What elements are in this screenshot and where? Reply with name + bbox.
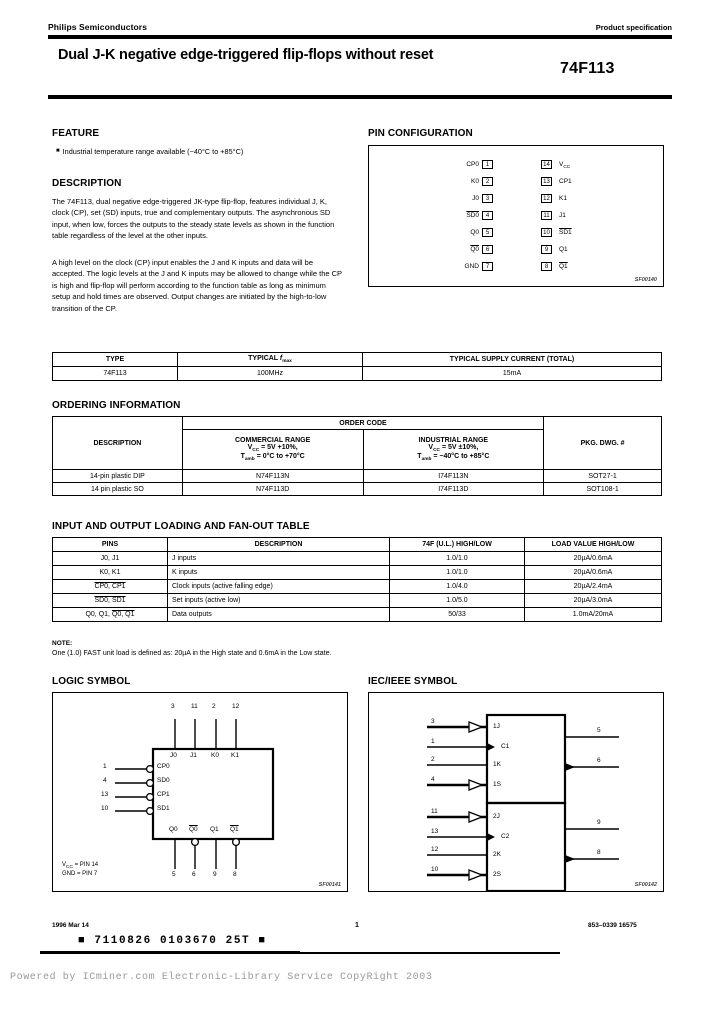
pin-label-q1-bar: Q1 bbox=[559, 263, 568, 270]
cell-desc: Clock inputs (active falling edge) bbox=[168, 580, 390, 594]
logic-left-label-sd0: SD0 bbox=[157, 777, 170, 784]
cell-desc: Data outputs bbox=[168, 608, 390, 622]
table-header-row bbox=[53, 538, 662, 552]
col-type: TYPE bbox=[53, 353, 178, 367]
cell-load: 20µA/2.4mA bbox=[525, 580, 662, 594]
iec-label-1j: 1J bbox=[493, 723, 500, 730]
feature-heading: FEATURE bbox=[52, 128, 100, 139]
logic-bottom-label-q0-bar: Q0 bbox=[189, 826, 198, 833]
iec-input-num-11: 11 bbox=[431, 808, 438, 815]
iec-input-num-2: 2 bbox=[431, 756, 435, 763]
logic-left-label-cp0: CP0 bbox=[157, 763, 170, 770]
barcode-digits: 7110826 0103670 25T bbox=[94, 935, 251, 947]
cell-pins: J0, J1 bbox=[53, 552, 168, 566]
note-text: One (1.0) FAST unit load is defined as: 20µA in the High state and 0.6mA in the Low state. bbox=[52, 650, 332, 657]
pin-number-13: 13 bbox=[541, 177, 552, 186]
pin-number-6: 6 bbox=[482, 245, 493, 254]
table-row bbox=[53, 470, 662, 483]
pin-label-vcc: $V_{CC}$ bbox=[559, 161, 571, 170]
footer-date: 1996 Mar 14 bbox=[52, 922, 89, 929]
iec-output-num-5: 5 bbox=[597, 727, 601, 734]
logic-bottom-num-1: 5 bbox=[172, 871, 176, 878]
iec-symbol-heading: IEC/IEEE SYMBOL bbox=[368, 676, 458, 687]
description-paragraph-1: The 74F113, dual negative edge-triggered JK-type flip-flop, features individual J, K, clock (CP), set (SD) inputs, true and complementary outputs. The asynchronous SD input, when low, forces the outputs to the steady state levels as shown in the function table regardless of the level at the other inputs. bbox=[52, 197, 335, 241]
pin-number-7: 7 bbox=[482, 262, 493, 271]
cell-load: 1.0mA/20mA bbox=[525, 608, 662, 622]
iec-label-2k: 2K bbox=[493, 851, 501, 858]
logic-left-num-4: 10 bbox=[101, 805, 109, 812]
pin-label-cp1: CP1 bbox=[559, 178, 572, 185]
commercial-line1: COMMERCIAL RANGE bbox=[234, 437, 311, 444]
pin-label-j0: J0 bbox=[472, 195, 479, 202]
col-description: DESCRIPTION bbox=[53, 417, 183, 470]
pin-number-14: 14 bbox=[541, 160, 552, 169]
table-row bbox=[53, 594, 662, 608]
logic-top-label-j1: J1 bbox=[190, 752, 197, 759]
table-row bbox=[53, 552, 662, 566]
logic-left-label-cp1: CP1 bbox=[157, 791, 170, 798]
cell-type: 74F113 bbox=[53, 367, 178, 381]
logic-bottom-num-4: 8 bbox=[233, 871, 237, 878]
logic-bottom-label-q1: Q1 bbox=[210, 826, 219, 833]
pin-number-4: 4 bbox=[482, 211, 493, 220]
cell-ul: 1.0/1.0 bbox=[390, 566, 525, 580]
pin-number-8: 8 bbox=[541, 262, 552, 271]
ordering-heading: ORDERING INFORMATION bbox=[52, 400, 181, 411]
cell-fmax: 100MHz bbox=[178, 367, 363, 381]
cell-desc: J inputs bbox=[168, 552, 390, 566]
pin-label-q1: Q1 bbox=[559, 246, 568, 253]
col-pins: PINS bbox=[53, 538, 168, 552]
cell-ul: 1.0/1.0 bbox=[390, 552, 525, 566]
logic-symbol-drawing-ref: SF00141 bbox=[318, 882, 341, 888]
iec-label-2j: 2J bbox=[493, 813, 500, 820]
iec-symbol-svg bbox=[369, 693, 663, 891]
commercial-line3: $T_{amb} = 0^\circ C$ to +70°C bbox=[240, 453, 305, 462]
pin-number-11: 11 bbox=[541, 211, 552, 220]
logic-left-num-1: 1 bbox=[103, 763, 107, 770]
cell-pins bbox=[53, 580, 168, 594]
col-commercial-range bbox=[182, 430, 363, 470]
iec-label-c1: C1 bbox=[501, 743, 510, 750]
pin-number-2: 2 bbox=[482, 177, 493, 186]
table-row bbox=[53, 608, 662, 622]
col-pkg-dwg: PKG. DWG. # bbox=[544, 417, 662, 470]
col-io-desc: DESCRIPTION bbox=[168, 538, 390, 552]
cell-pins-text: CP0, CP1 bbox=[94, 583, 126, 590]
footer-barcode-text: ■ 7110826 0103670 25T ■ bbox=[78, 935, 267, 947]
logic-bottom-num-2: 6 bbox=[192, 871, 196, 878]
io-table-heading: INPUT AND OUTPUT LOADING AND FAN-OUT TABLE bbox=[52, 521, 310, 532]
ordering-table bbox=[52, 416, 662, 496]
pin-label-sd0: SD0 bbox=[466, 212, 479, 219]
logic-left-num-3: 13 bbox=[101, 791, 109, 798]
table-row bbox=[53, 566, 662, 580]
commercial-line2: $V_{CC} = 5V +10\%$, bbox=[247, 444, 298, 453]
company-name: Philips Semiconductors bbox=[48, 22, 148, 32]
description-paragraph-2: A high level on the clock (CP) input enables the J and K inputs and data will be accepted. The logic levels at the J and K inputs may be allowed to change while the CP is high and flip-flop will perform according to the function table as long as minimum setup and hold times are observed. Output changes are initiated by the high-to-low transition of the CP. bbox=[52, 258, 342, 313]
logic-left-num-2: 4 bbox=[103, 777, 107, 784]
header-rule-bottom bbox=[48, 95, 672, 99]
pin-number-9: 9 bbox=[541, 245, 552, 254]
cell-description: 14 pin plastic SO bbox=[53, 483, 183, 496]
industrial-line1: INDUSTRIAL RANGE bbox=[418, 437, 489, 444]
pin-configuration-diagram bbox=[368, 145, 664, 287]
pin-label-sd1: SD1 bbox=[559, 229, 572, 236]
col-fmax: TYPICAL $f_{max}$ bbox=[178, 353, 363, 367]
logic-bottom-num-3: 9 bbox=[213, 871, 217, 878]
document-type: Product specification bbox=[595, 23, 672, 32]
cell-desc: Set inputs (active low) bbox=[168, 594, 390, 608]
logic-top-num-1: 3 bbox=[171, 703, 175, 710]
logic-top-label-k0: K0 bbox=[211, 752, 219, 759]
io-loading-table bbox=[52, 537, 662, 622]
logic-bottom-label-q0: Q0 bbox=[169, 826, 178, 833]
supply-pin-note bbox=[62, 862, 98, 878]
col-load-value: LOAD VALUE HIGH/LOW bbox=[525, 538, 662, 552]
cell-pkg: SOT27-1 bbox=[544, 470, 662, 483]
header-rule-top bbox=[48, 35, 672, 39]
table-row bbox=[53, 367, 662, 381]
col-industrial-range bbox=[363, 430, 544, 470]
type-table bbox=[52, 352, 662, 381]
cell-industrial: I74F113N bbox=[363, 470, 544, 483]
table-row bbox=[53, 580, 662, 594]
logic-top-num-3: 2 bbox=[212, 703, 216, 710]
pin-label-q0: Q0 bbox=[470, 229, 479, 236]
iec-label-2s: 2S bbox=[493, 871, 501, 878]
pin-number-1: 1 bbox=[482, 160, 493, 169]
note-heading: NOTE: bbox=[52, 640, 73, 647]
cell-industrial: I74F113D bbox=[363, 483, 544, 496]
pin-label-k1: K1 bbox=[559, 195, 567, 202]
footer-rule-right bbox=[300, 952, 560, 954]
cell-pkg: SOT108-1 bbox=[544, 483, 662, 496]
vcc-pin-note: $V_{CC}$ = PIN 14 bbox=[62, 862, 99, 870]
cell-pins bbox=[53, 594, 168, 608]
footer-page-num: 1 bbox=[355, 922, 359, 929]
logic-top-label-j0: J0 bbox=[170, 752, 177, 759]
pin-label-k0: K0 bbox=[471, 178, 479, 185]
table-row bbox=[53, 483, 662, 496]
pin-configuration-heading: PIN CONFIGURATION bbox=[368, 128, 473, 139]
logic-bottom-label-q1-bar: Q1 bbox=[230, 826, 239, 833]
pin-number-5: 5 bbox=[482, 228, 493, 237]
industrial-line3: $T_{amb} = -40^\circ C$ to +85°C bbox=[417, 453, 490, 462]
iec-output-num-9: 9 bbox=[597, 819, 601, 826]
iec-input-num-4: 4 bbox=[431, 776, 435, 783]
logic-top-num-4: 12 bbox=[232, 703, 240, 710]
pin-label-cp0: CP0 bbox=[466, 161, 479, 168]
iec-input-num-1: 1 bbox=[431, 738, 435, 745]
cell-load: 20µA/0.6mA bbox=[525, 552, 662, 566]
footer-doc-code: 853–0339 16575 bbox=[588, 922, 637, 929]
cell-ul: 1.0/4.0 bbox=[390, 580, 525, 594]
iec-input-num-3: 3 bbox=[431, 718, 435, 725]
pin-label-q0-bar: Q0 bbox=[470, 246, 479, 253]
pin-label-gnd: GND bbox=[464, 263, 479, 270]
table-header-row bbox=[53, 417, 662, 430]
pin-number-12: 12 bbox=[541, 194, 552, 203]
cell-load: 20µA/3.0mA bbox=[525, 594, 662, 608]
cell-commercial: N74F113N bbox=[182, 470, 363, 483]
col-ul-highlow: 74F (U.L.) HIGH/LOW bbox=[390, 538, 525, 552]
bullet-icon: ■ bbox=[56, 148, 60, 154]
feature-list-item bbox=[56, 147, 346, 157]
iec-symbol-drawing-ref: SF00142 bbox=[634, 882, 657, 888]
col-order-code: ORDER CODE bbox=[182, 417, 543, 430]
iec-output-num-8: 8 bbox=[597, 849, 601, 856]
iec-label-c2: C2 bbox=[501, 833, 510, 840]
watermark-text: Powered by ICminer.com Electronic-Library Service CopyRight 2003 bbox=[10, 972, 433, 983]
feature-item-text: Industrial temperature range available (−40°C to +85°C) bbox=[62, 147, 244, 156]
cell-pins: Q0, Q1, Q0, Q1 bbox=[53, 608, 168, 622]
iec-input-num-12: 12 bbox=[431, 846, 439, 853]
pin-config-drawing-ref: SF00140 bbox=[634, 277, 657, 283]
iec-input-num-10: 10 bbox=[431, 866, 439, 873]
description-heading: DESCRIPTION bbox=[52, 178, 122, 189]
logic-left-label-sd1: SD1 bbox=[157, 805, 170, 812]
cell-pins: K0, K1 bbox=[53, 566, 168, 580]
cell-pins-text: SD0, SD1 bbox=[94, 597, 126, 604]
logic-top-num-2: 11 bbox=[191, 703, 198, 710]
cell-desc: K inputs bbox=[168, 566, 390, 580]
footer-rule-left bbox=[40, 951, 300, 954]
iec-label-1s: 1S bbox=[493, 781, 501, 788]
iec-output-num-6: 6 bbox=[597, 757, 601, 764]
iec-input-num-13: 13 bbox=[431, 828, 439, 835]
page-title: Dual J-K negative edge-triggered flip-flops without reset bbox=[58, 47, 434, 63]
logic-top-label-k1: K1 bbox=[231, 752, 239, 759]
cell-description: 14-pin plastic DIP bbox=[53, 470, 183, 483]
iec-label-1k: 1K bbox=[493, 761, 501, 768]
q-bar-pins: Q0, Q1 bbox=[111, 611, 135, 618]
iec-symbol-diagram bbox=[368, 692, 664, 892]
page-header bbox=[48, 22, 672, 32]
pin-label-j1: J1 bbox=[559, 212, 566, 219]
part-number: 74F113 bbox=[560, 60, 615, 77]
cell-ul: 1.0/5.0 bbox=[390, 594, 525, 608]
cell-load: 20µA/0.6mA bbox=[525, 566, 662, 580]
col-supply-current: TYPICAL SUPPLY CURRENT (TOTAL) bbox=[363, 353, 662, 367]
cell-ul: 50/33 bbox=[390, 608, 525, 622]
table-header-row bbox=[53, 353, 662, 367]
gnd-pin-note: GND = PIN 7 bbox=[62, 870, 98, 877]
cell-commercial: N74F113D bbox=[182, 483, 363, 496]
pin-number-3: 3 bbox=[482, 194, 493, 203]
cell-supply: 15mA bbox=[363, 367, 662, 381]
pin-number-10: 10 bbox=[541, 228, 552, 237]
logic-symbol-heading: LOGIC SYMBOL bbox=[52, 676, 131, 687]
industrial-line2: $V_{CC} = 5V \pm 10\%$, bbox=[428, 444, 479, 453]
